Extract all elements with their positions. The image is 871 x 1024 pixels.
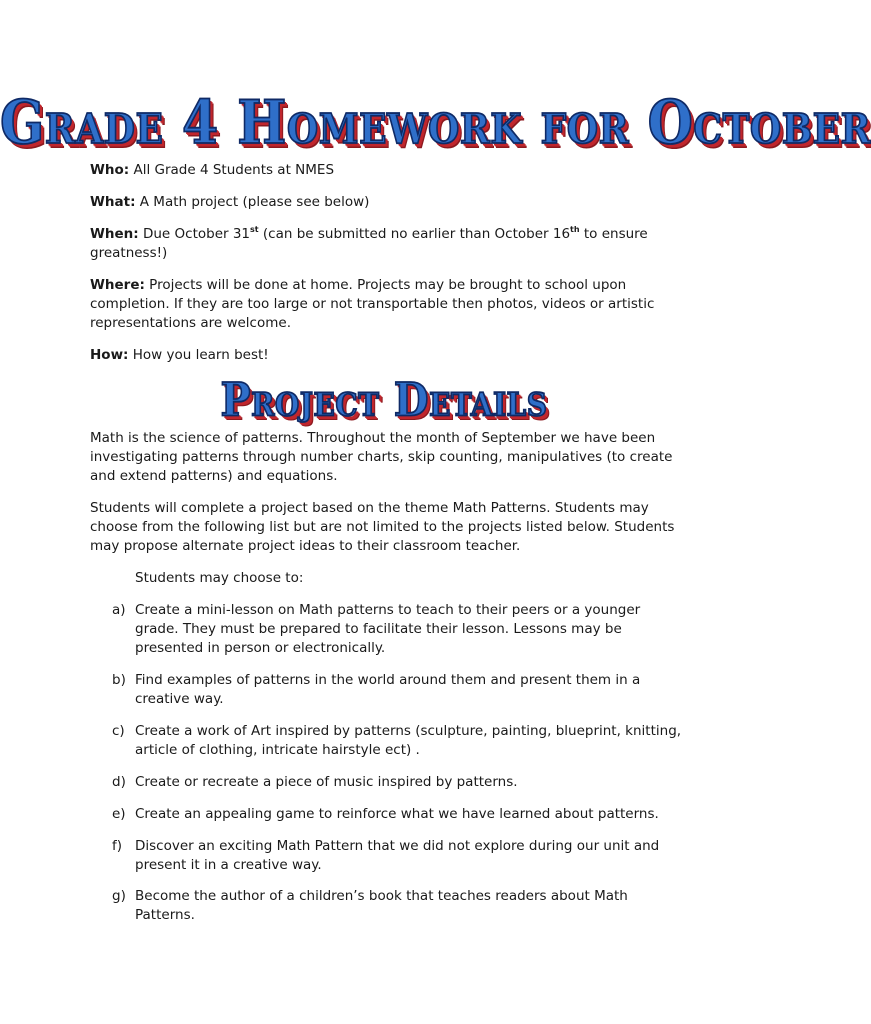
how-line: [90, 346, 690, 365]
what-line: [90, 193, 690, 212]
who-label: Who:: [90, 162, 130, 178]
list-marker: a): [112, 602, 126, 618]
list-text: Become the author of a children’s book that teaches readers about Math Patterns.: [135, 888, 628, 923]
list-marker: e): [112, 806, 126, 822]
who-text: All Grade 4 Students at NMES: [133, 162, 335, 178]
list-intro: Students may choose to:: [135, 570, 304, 586]
list-item-g: [112, 887, 687, 925]
list-marker: g): [112, 888, 126, 904]
list-text: Discover an exciting Math Pattern that we did not explore during our unit and present it in a creative way.: [135, 838, 660, 873]
who-line: [90, 161, 690, 180]
where-label: Where:: [90, 277, 145, 293]
where-line: [90, 276, 690, 333]
list-text: Find examples of patterns in the world around them and present them in a creative way.: [135, 672, 641, 707]
where-text: Projects will be done at home. Projects may be brought to school upon completion. If they are too large or not transportable then photos, videos or artistic representations are welcome.: [90, 277, 655, 331]
list-marker: b): [112, 672, 126, 688]
list-item-b: [112, 671, 687, 709]
how-text: How you learn best!: [132, 347, 269, 363]
list-item-e: [112, 805, 687, 824]
what-label: What:: [90, 194, 136, 210]
when-text-a: Due October 31: [142, 226, 251, 242]
list-item-a: [112, 601, 687, 658]
list-text: Create or recreate a piece of music inspired by patterns.: [135, 774, 518, 790]
list-item-f: [112, 837, 687, 875]
list-marker: c): [112, 723, 125, 739]
list-text: Create a work of Art inspired by patterns (sculpture, painting, blueprint, knitting, article of clothing, intricate hairstyle ect) .: [135, 723, 682, 758]
what-text: A Math project (please see below): [139, 194, 370, 210]
list-marker: d): [112, 774, 126, 790]
when-text-b: (can be submitted no earlier than October 16: [258, 226, 571, 242]
when-sup-b: th: [570, 225, 580, 234]
when-label: When:: [90, 226, 139, 242]
list-text: Create an appealing game to reinforce what we have learned about patterns.: [135, 806, 659, 822]
list-marker: f): [112, 838, 123, 854]
list-item-d: [112, 773, 687, 792]
how-label: How:: [90, 347, 129, 363]
when-line: [90, 225, 690, 263]
when-sup-a: st: [250, 225, 259, 234]
section-heading: Project Details: [220, 373, 548, 428]
document-title: Grade 4 Homework for October: [0, 88, 871, 159]
list-text: Create a mini-lesson on Math patterns to teach to their peers or a younger grade. They must be prepared to facilitate their lesson. Lessons may be presented in person or electronically.: [135, 602, 641, 656]
paragraph-project: Students will complete a project based on the theme Math Patterns. Students may choose from the following list but are not limited to the projects listed below. Students may propose alternate project ideas to their classroom teacher.: [90, 500, 675, 554]
list-item-c: [112, 722, 687, 760]
when-text-c: to ensure greatness!): [90, 226, 648, 261]
paragraph-intro: Math is the science of patterns. Throughout the month of September we have been investigating patterns through number charts, skip counting, manipulatives (to create and extend patterns) and equations.: [90, 430, 673, 484]
